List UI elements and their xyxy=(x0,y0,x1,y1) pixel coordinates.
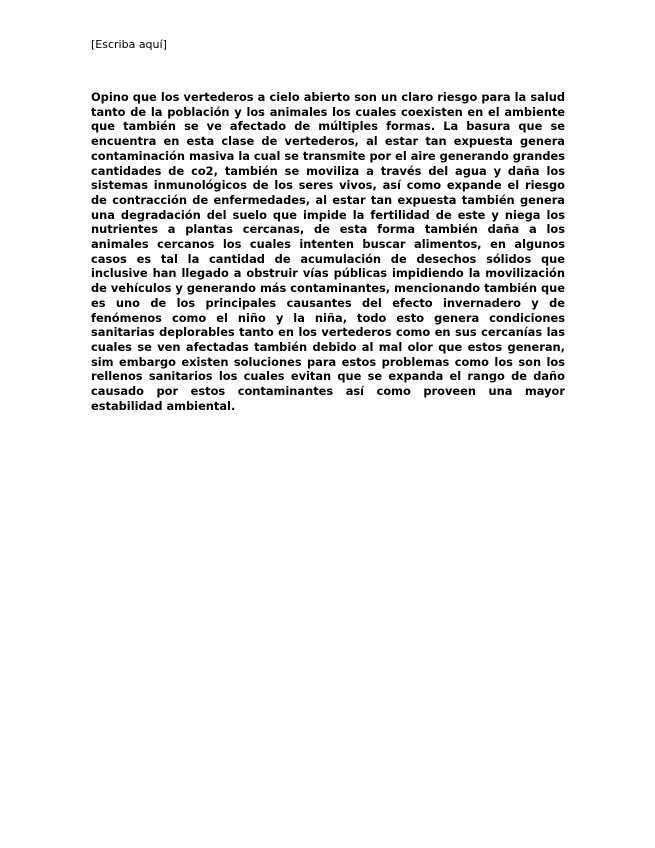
body-paragraph: Opino que los vertederos a cielo abierto son un claro riesgo para la salud tanto de la población y los animales los cuales coexisten en el ambiente que también se ve afectado de múltiples formas. La basura que se encuentra en esta clase de vertederos, al estar tan expuesta genera contaminación masiva la cual se transmite por el aire generando grandes cantidades de co2, también se moviliza a través del agua y daña los sistemas inmunológicos de los seres vivos, así como expande el riesgo de contracción de enfermedades, al estar tan expuesta también genera una degradación del suelo que impide la fertilidad de este y niega los nutrientes a plantas cercanas, de esta forma también daña a los animales cercanos los cuales intenten buscar alimentos, en algunos casos es tal la cantidad de acumulación de desechos sólidos que inclusive han llegado a obstruir vías públicas impidiendo la movilización de vehículos y generando más contaminantes, mencionando también que es uno de los principales causantes del efecto invernadero y de fenómenos como el niño y la niña, todo esto genera condiciones sanitarias deplorables tanto en los vertederos como en sus cercanías las cuales se ven afectadas también debido al mal olor que estos generan, sim embargo existen soluciones para estos problemas como los son los rellenos sanitarios los cuales evitan que se expanda el rango de daño causado por estos contaminantes así como proveen una mayor estabilidad ambiental. xyxy=(91,90,565,413)
header-placeholder[interactable]: [Escriba aquí] xyxy=(91,38,167,51)
